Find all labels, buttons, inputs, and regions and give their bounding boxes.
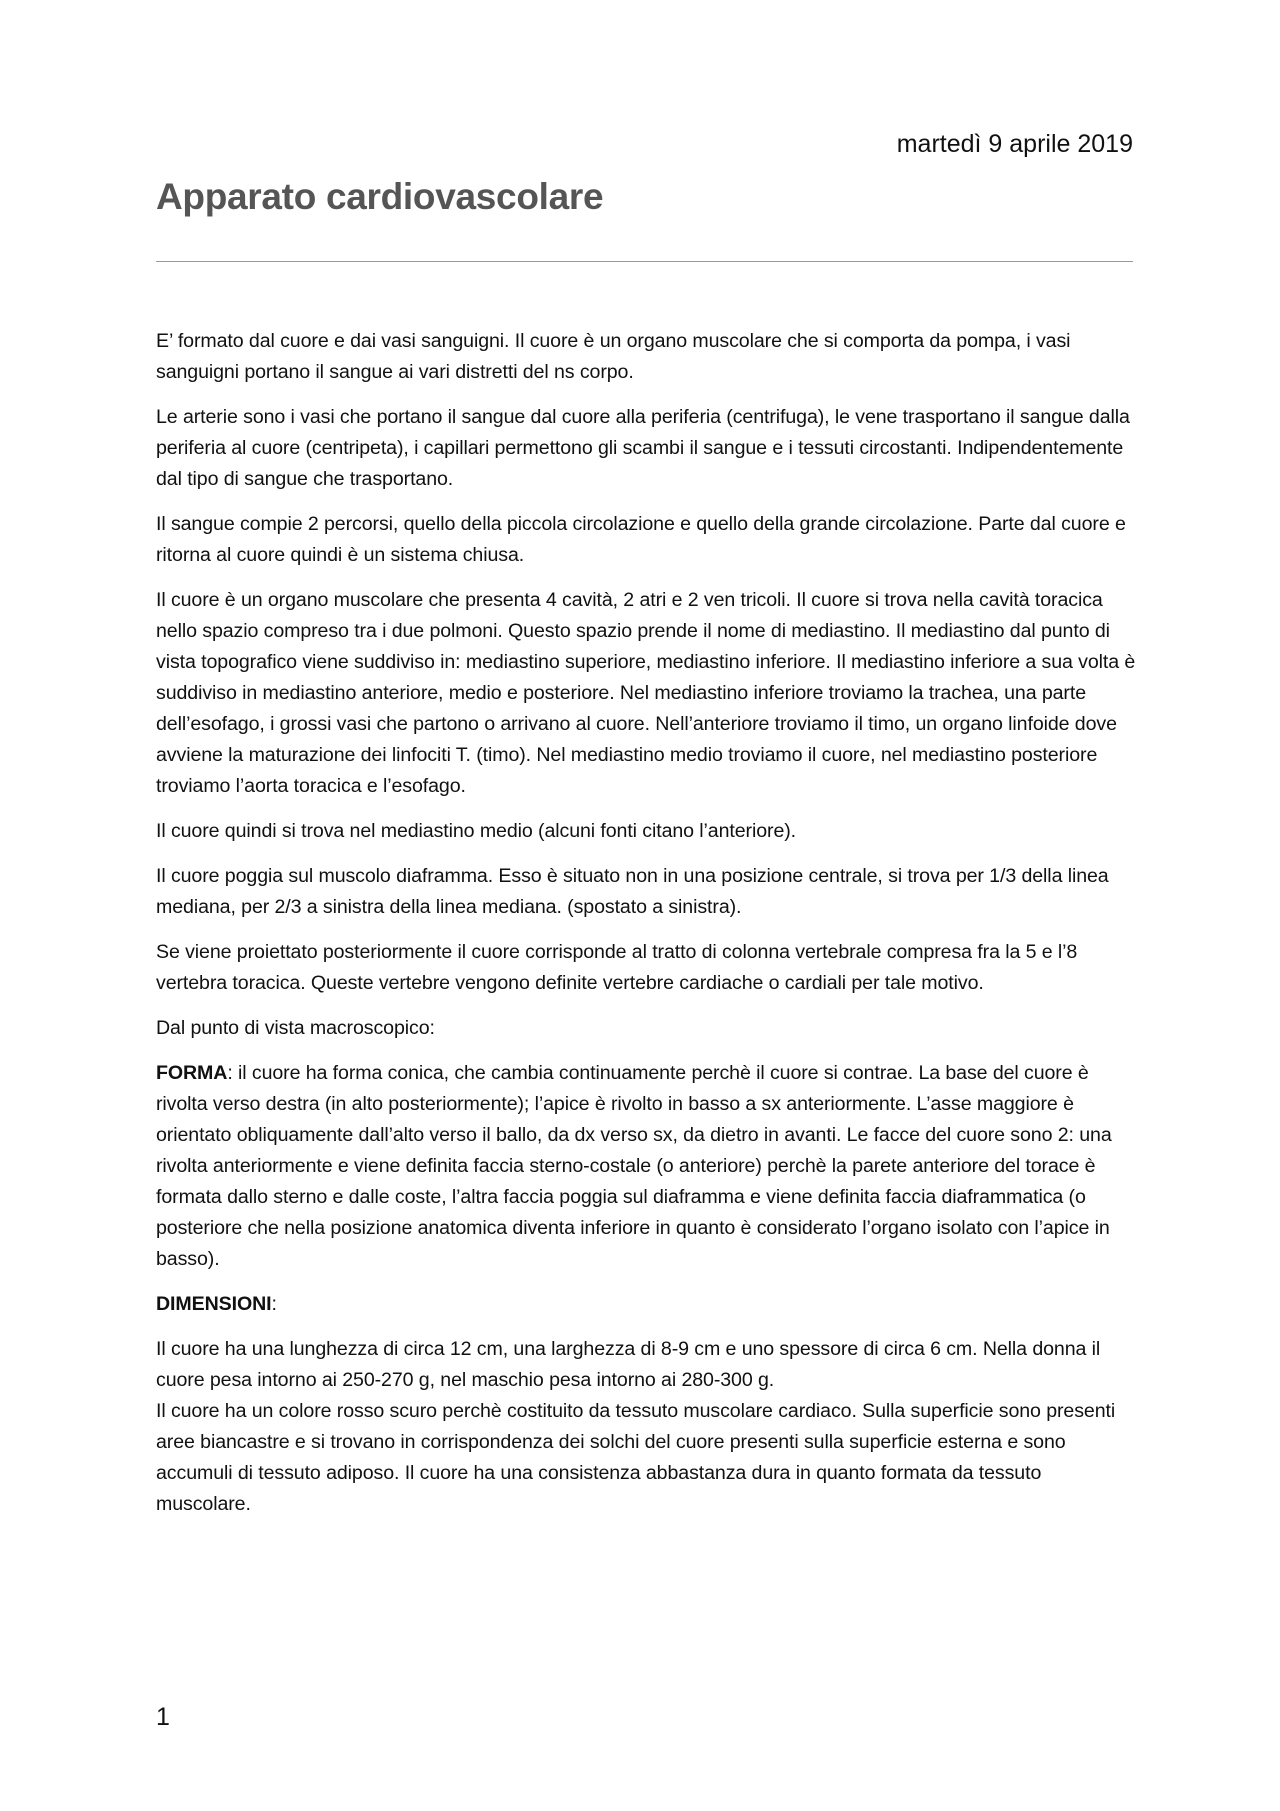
paragraph-heart-location: Il cuore quindi si trova nel mediastino medio (alcuni fonti citano l’anteriore). (156, 820, 797, 842)
document-date: martedì 9 aprile 2019 (896, 130, 1133, 158)
document-body (156, 326, 1140, 1534)
paragraph-dimensions: Il cuore ha una lunghezza di circa 12 cm, una larghezza di 8-9 cm e uno spessore di circa 6 cm. Nella donna il cuore pesa intorno ai 250-270 g, nel maschio pesa intorno ai 280-300 g. (156, 1338, 1101, 1391)
forma-label: FORMA (156, 1062, 228, 1084)
paragraph-vessels: Le arterie sono i vasi che portano il sangue dal cuore alla periferia (centrifuga), le vene trasportano il sangue dalla periferia al cuore (centripeta), i capillari permettono gli scambi il sangue e i tessuti circostanti. Indipendentemente dal tipo di sangue che trasportano. (156, 406, 1130, 490)
paragraph-circulation: Il sangue compie 2 percorsi, quello della piccola circolazione e quello della grande circolazione. Parte dal cuore e ritorna al cuore quindi è un sistema chiusa. (156, 513, 1126, 566)
forma-text: : il cuore ha forma conica, che cambia continuamente perchè il cuore si contrae. La base del cuore è rivolta verso destra (in alto posteriormente); l’apice è rivolto in basso a sx anteriormente. L’asse maggiore è orientato obliquamente dall’alto verso il ballo, da dx verso sx, da dietro in avanti. Le facce del cuore sono 2: una rivolta anteriormente e viene definita faccia sterno-costale (o anteriore) perchè la parete anteriore del torace è formata dallo sterno e dalle coste, l’altra faccia poggia sul diaframma e viene definita faccia diaframmatica (o posteriore che nella posizione anatomica diventa inferiore in quanto è considerato l’organo isolato con l’apice in basso). (156, 1062, 1112, 1270)
paragraph-macroscopic: Dal punto di vista macroscopico: (156, 1017, 435, 1039)
paragraph-diaphragm: Il cuore poggia sul muscolo diaframma. Esso è situato non in una posizione centrale, si trova per 1/3 della linea mediana, per 2/3 a sinistra della linea mediana. (spostato a sinistra). (156, 865, 1109, 918)
title-divider (156, 261, 1133, 262)
paragraph-color-consistency: Il cuore ha un colore rosso scuro perchè costituito da tessuto muscolare cardiaco. Sulla superficie sono presenti aree biancastre e si trovano in corrispondenza dei solchi del cuore presenti sulla superficie esterna e sono accumuli di tessuto adiposo. Il cuore ha una consistenza abbastanza dura in quanto formata da tessuto muscolare. (156, 1400, 1116, 1515)
paragraph-forma (156, 1058, 1140, 1275)
paragraph-intro: E’ formato dal cuore e dai vasi sanguigni. Il cuore è un organo muscolare che si comporta da pompa, i vasi sanguigni portano il sangue ai vari distretti del ns corpo. (156, 330, 1071, 383)
document-title: Apparato cardiovascolare (156, 176, 604, 217)
dimensioni-colon: : (271, 1293, 277, 1315)
paragraph-dimensioni-heading (156, 1289, 1140, 1320)
paragraph-vertebrae: Se viene proiettato posteriormente il cuore corrisponde al tratto di colonna vertebrale compresa fra la 5 e l’8 vertebra toracica. Queste vertebre vengono definite vertebre cardiache o cardiali per tale motivo. (156, 941, 1078, 994)
page-number: 1 (156, 1703, 170, 1731)
dimensioni-label: DIMENSIONI (156, 1293, 272, 1315)
paragraph-mediastinum: Il cuore è un organo muscolare che presenta 4 cavità, 2 atri e 2 ven tricoli. Il cuore si trova nella cavità toracica nello spazio compreso tra i due polmoni. Questo spazio prende il nome di mediastino. Il mediastino dal punto di vista topografico viene suddiviso in: mediastino superiore, mediastino inferiore. Il mediastino inferiore a sua volta è suddiviso in mediastino anteriore, medio e posteriore. Nel mediastino inferiore troviamo la trachea, una parte dell’esofago, i grossi vasi che partono o arrivano al cuore. Nell’anteriore troviamo il timo, un organo linfoide dove avviene la maturazione dei linfociti T. (timo). Nel mediastino medio troviamo il cuore, nel mediastino posteriore troviamo l’aorta toracica e l’esofago. (156, 589, 1136, 797)
